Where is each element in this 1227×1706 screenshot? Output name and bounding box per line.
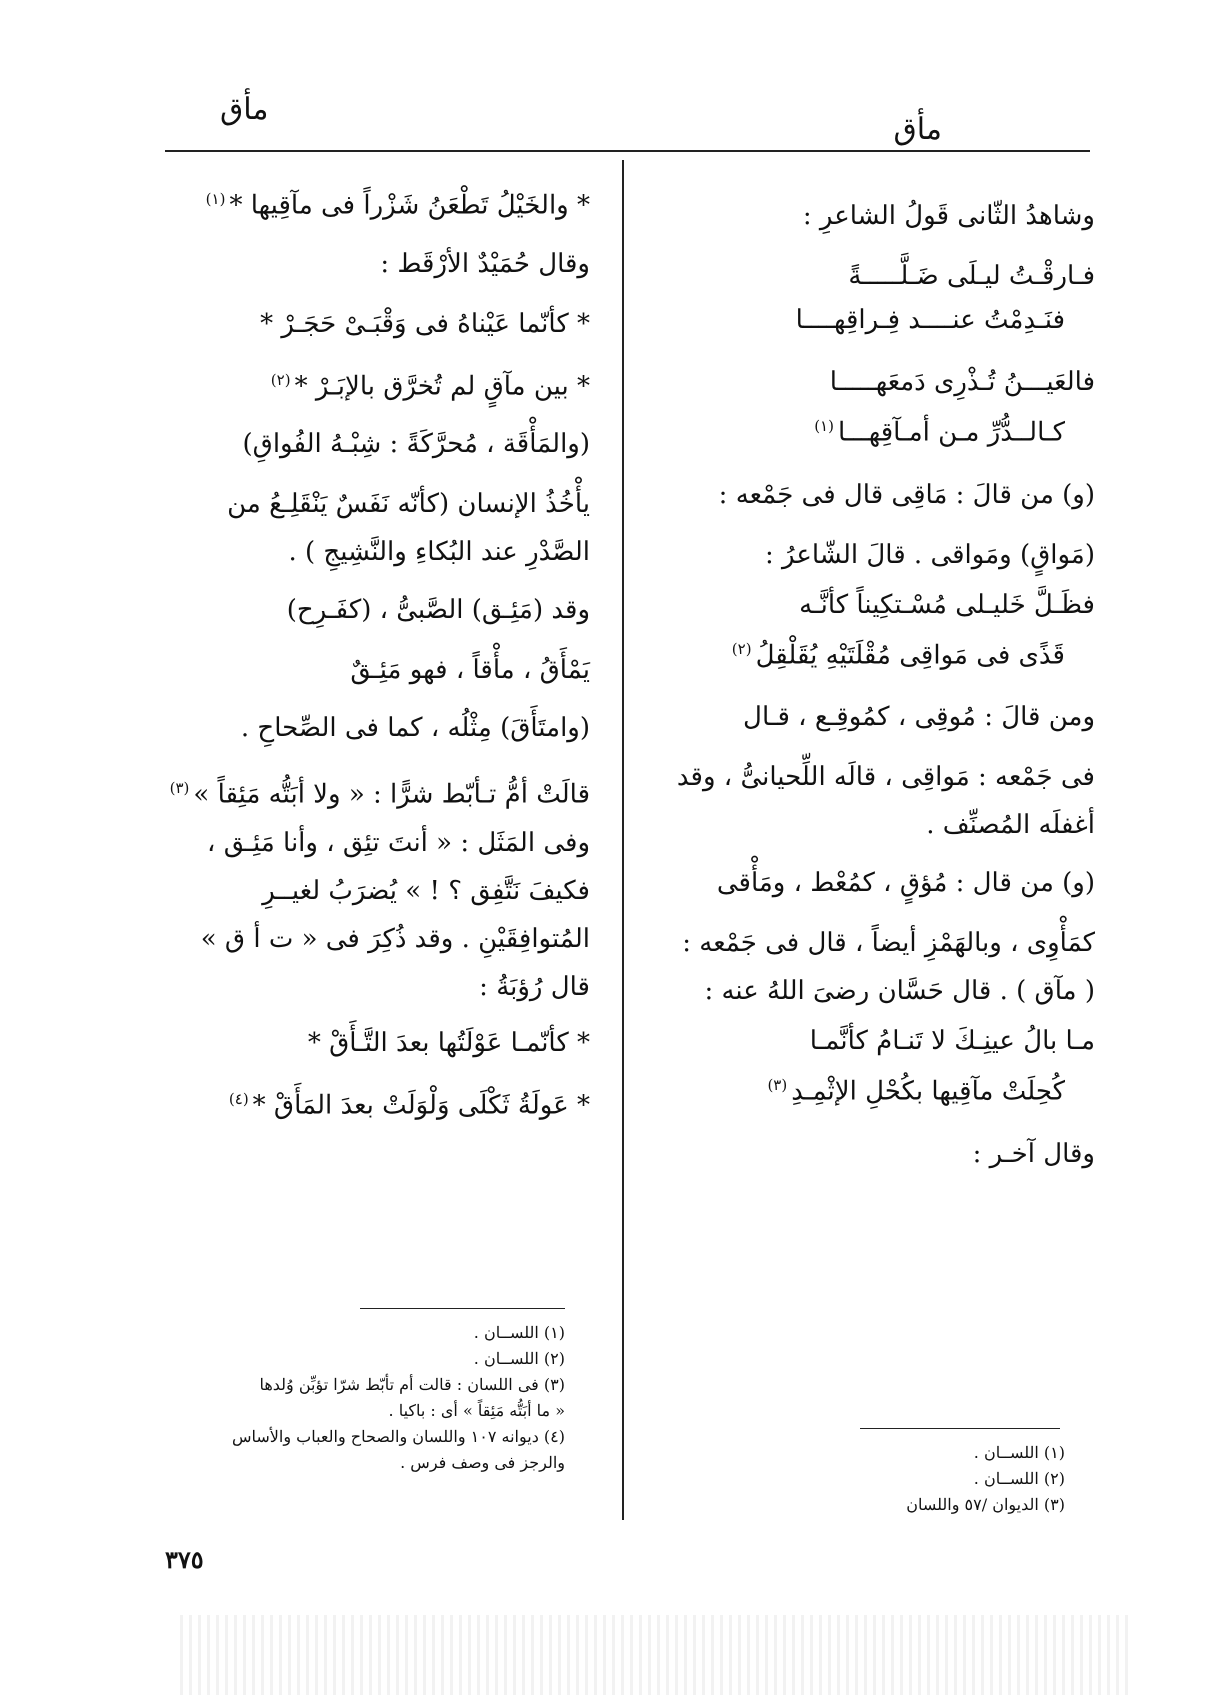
footnote-marker: (١)	[205, 190, 226, 208]
footnote-marker: (٣)	[767, 1076, 788, 1095]
paragraph-line	[150, 588, 590, 632]
line-text: * كأنّما عَيْناهُ فى وَقْبَـىْ حَجَـرْ *	[260, 308, 590, 339]
verse-text: قَذًى فى مَواقِى مُقْلَتَيْهِ يُقَلْقِلُ	[755, 640, 1065, 671]
footnote: (٤) ديوانه ١٠٧ واللسان والصحاح والعباب والأساس	[231, 1427, 565, 1446]
line-text: (وامتَأَقَ) مِثْلُه ، كما فى الصِّحاحِ .	[240, 713, 590, 744]
verse-line	[150, 1021, 590, 1065]
line-text: وقال آخـر :	[972, 1138, 1095, 1169]
line-text: وفى المَثَل : « أنتَ تئِق ، وأنا مَئِـق ،	[207, 827, 590, 858]
verse-line	[150, 302, 590, 346]
footnote-marker: (٤)	[228, 1089, 249, 1108]
scan-noise	[180, 1615, 1130, 1695]
line-text: الصَّدْرِ عند البُكاءِ والنَّشِيجِ ) .	[288, 537, 590, 568]
line-text: (و) من قالَ : مَاقِى قال فى جَمْعه :	[718, 479, 1095, 510]
line-text: * كأنّمـا عَوْلَتُها بعدَ التَّـأَقْ *	[307, 1027, 590, 1058]
footnote: (١) اللســان .	[973, 1443, 1065, 1462]
left-column	[150, 165, 590, 1138]
line-text: فى جَمْعه : مَواقِى ، قالَه اللِّحيانىُّ ، وقد	[676, 762, 1095, 793]
verse-hemistich-2	[650, 404, 1095, 455]
line-text: يأْخُذُ الإنسان (كأنّه نَفَسٌ يَنْقَلِـعُ من	[227, 489, 590, 520]
line-text: ( مآق ) . قال حَسَّان رضىَ اللهُ عنه :	[704, 976, 1095, 1007]
verse	[650, 254, 1095, 342]
paragraph-line	[150, 706, 590, 750]
footnote: والرجز فى وصف فرس .	[400, 1453, 565, 1472]
line-text: قال رُؤبَةُ :	[479, 971, 590, 1002]
paragraph-line	[650, 969, 1095, 1013]
paragraph-line	[150, 648, 590, 692]
right-column	[650, 180, 1095, 1192]
paragraph-line	[150, 242, 590, 286]
footnotes-right	[850, 1440, 1065, 1518]
line-text: * بين مآقٍ لم تُخرَّق بالإبَـرْ *	[294, 371, 590, 402]
verse	[650, 1019, 1095, 1114]
footnote: « ما أبَتُّه مَئِقاً » أى : باكيا .	[388, 1401, 565, 1420]
footnote-rule-left	[360, 1308, 565, 1309]
footnote-marker: (١)	[814, 417, 834, 435]
verse	[650, 360, 1095, 455]
footnote-rule-right	[860, 1428, 1060, 1429]
line-text: المُتوافِقَيْنِ . وقد ذُكِرَ فى « ت أ ق »	[200, 923, 590, 954]
header-rule	[165, 150, 1090, 152]
footnote-marker: (٢)	[731, 639, 752, 658]
line-text: أغفلَه المُصنِّف .	[926, 810, 1095, 841]
verse-hemistich-1: فالعَيـــنُ تُـذْرِى دَمعَهـــــا	[829, 367, 1095, 397]
footnote: (٢) اللســان .	[973, 1469, 1065, 1488]
line-text: * والخَيْلُ تَطْعَنُ شَزْراً فى مآقِيها *	[229, 190, 590, 221]
verse-text: كُحِلَتْ مآقِيها بكُحْلِ الإثْمِـدِ	[791, 1076, 1065, 1107]
verse-hemistich-1: مـا بالُ عينِـكَ لا تَنـامُ كأنَّمـا	[809, 1026, 1095, 1057]
verse	[650, 583, 1095, 678]
paragraph-line	[150, 917, 590, 961]
paragraph-line	[150, 869, 590, 913]
paragraph-line	[650, 803, 1095, 847]
verse-hemistich-1: فظَـلَّ خَليـلى مُسْـتكِيناً كأنَّـه	[799, 589, 1095, 620]
verse-hemistich-2	[650, 1063, 1095, 1114]
line-text: * عَولَةُ ثَكْلَى وَلْوَلَتْ بعدَ المَأَقْ *	[252, 1090, 590, 1121]
paragraph-line	[650, 921, 1095, 965]
paragraph-line	[150, 482, 590, 526]
paragraph-line	[150, 965, 590, 1009]
paragraph-line	[650, 1132, 1095, 1176]
paragraph-line	[650, 861, 1095, 905]
line-text: (مَواقٍ) ومَواقى . قالَ الشّاعرُ :	[765, 539, 1095, 570]
footnote: (١) اللســان .	[473, 1323, 565, 1342]
verse-hemistich-2	[650, 298, 1095, 342]
verse-line	[150, 358, 590, 409]
paragraph-line	[650, 473, 1095, 517]
footnote: (٣) فى اللسان : قالت أم تأبّط شرّا تؤبِّن وُلدها	[259, 1375, 565, 1394]
verse-text: كـالــدُّرِّ مـن أمـآقِهـــا	[837, 417, 1065, 448]
footnote: (٢) اللســان .	[473, 1349, 565, 1368]
paragraph-line	[150, 422, 590, 466]
verse-text: فنَـدِمْتُ عنــــد فِـراقِهــــا	[795, 305, 1065, 335]
line-text: وقال حُمَيْدٌ الأرْقَط :	[380, 248, 590, 279]
paragraph-line	[650, 194, 1095, 238]
footnotes-left	[145, 1320, 565, 1476]
paragraph-line	[650, 533, 1095, 577]
footnote: (٣) الديوان /٥٧ واللسان	[906, 1495, 1065, 1514]
footnote-marker: (٢)	[270, 370, 291, 389]
paragraph-line	[650, 755, 1095, 799]
column-divider	[622, 160, 624, 1520]
verse-line	[150, 1077, 590, 1128]
verse-hemistich-2	[650, 627, 1095, 678]
line-text: قالَتْ أمُّ تـأبّط شرًّا : « ولا أبَتُّه مَئِقاً »	[193, 779, 590, 810]
line-text: يَمْأَقُ ، مأْقاً ، فهو مَئِـقٌ	[350, 655, 590, 686]
paragraph-line	[150, 766, 590, 817]
paragraph-line	[150, 530, 590, 574]
line-text: ومن قالَ : مُوقِى ، كمُوقِـع ، قـال	[743, 702, 1095, 733]
verse-line	[150, 177, 590, 228]
line-text: وقد (مَئِـق) الصَّبىُّ ، (كفَـرِح)	[286, 595, 590, 626]
verse-hemistich-1: فـارقْـتُ ليـلَى ضَـلَّـــــةً	[848, 261, 1095, 291]
line-text: وشاهدُ الثّانى قَولُ الشاعرِ :	[802, 201, 1095, 231]
paragraph-line	[150, 821, 590, 865]
paragraph-line	[650, 695, 1095, 739]
line-text: (و) من قال : مُؤقٍ ، كمُعْط ، ومَأْقى	[716, 868, 1095, 899]
line-text: (والمَأْقَة ، مُحرَّكَةً : شِبْـهُ الفُواقِ)	[242, 429, 590, 460]
running-header-left: مأق	[220, 92, 269, 127]
line-text: كمَأْوِى ، وبالهَمْزِ أيضاً ، قال فى جَمْعه :	[682, 928, 1095, 959]
page-number: ٣٧٥	[165, 1545, 204, 1574]
running-header-right: مأق	[893, 112, 942, 147]
line-text: فكيفَ نَتَّفِق ؟ ! » يُضرَبُ لغيــرِ	[262, 875, 590, 906]
footnote-marker: (٣)	[169, 779, 190, 798]
